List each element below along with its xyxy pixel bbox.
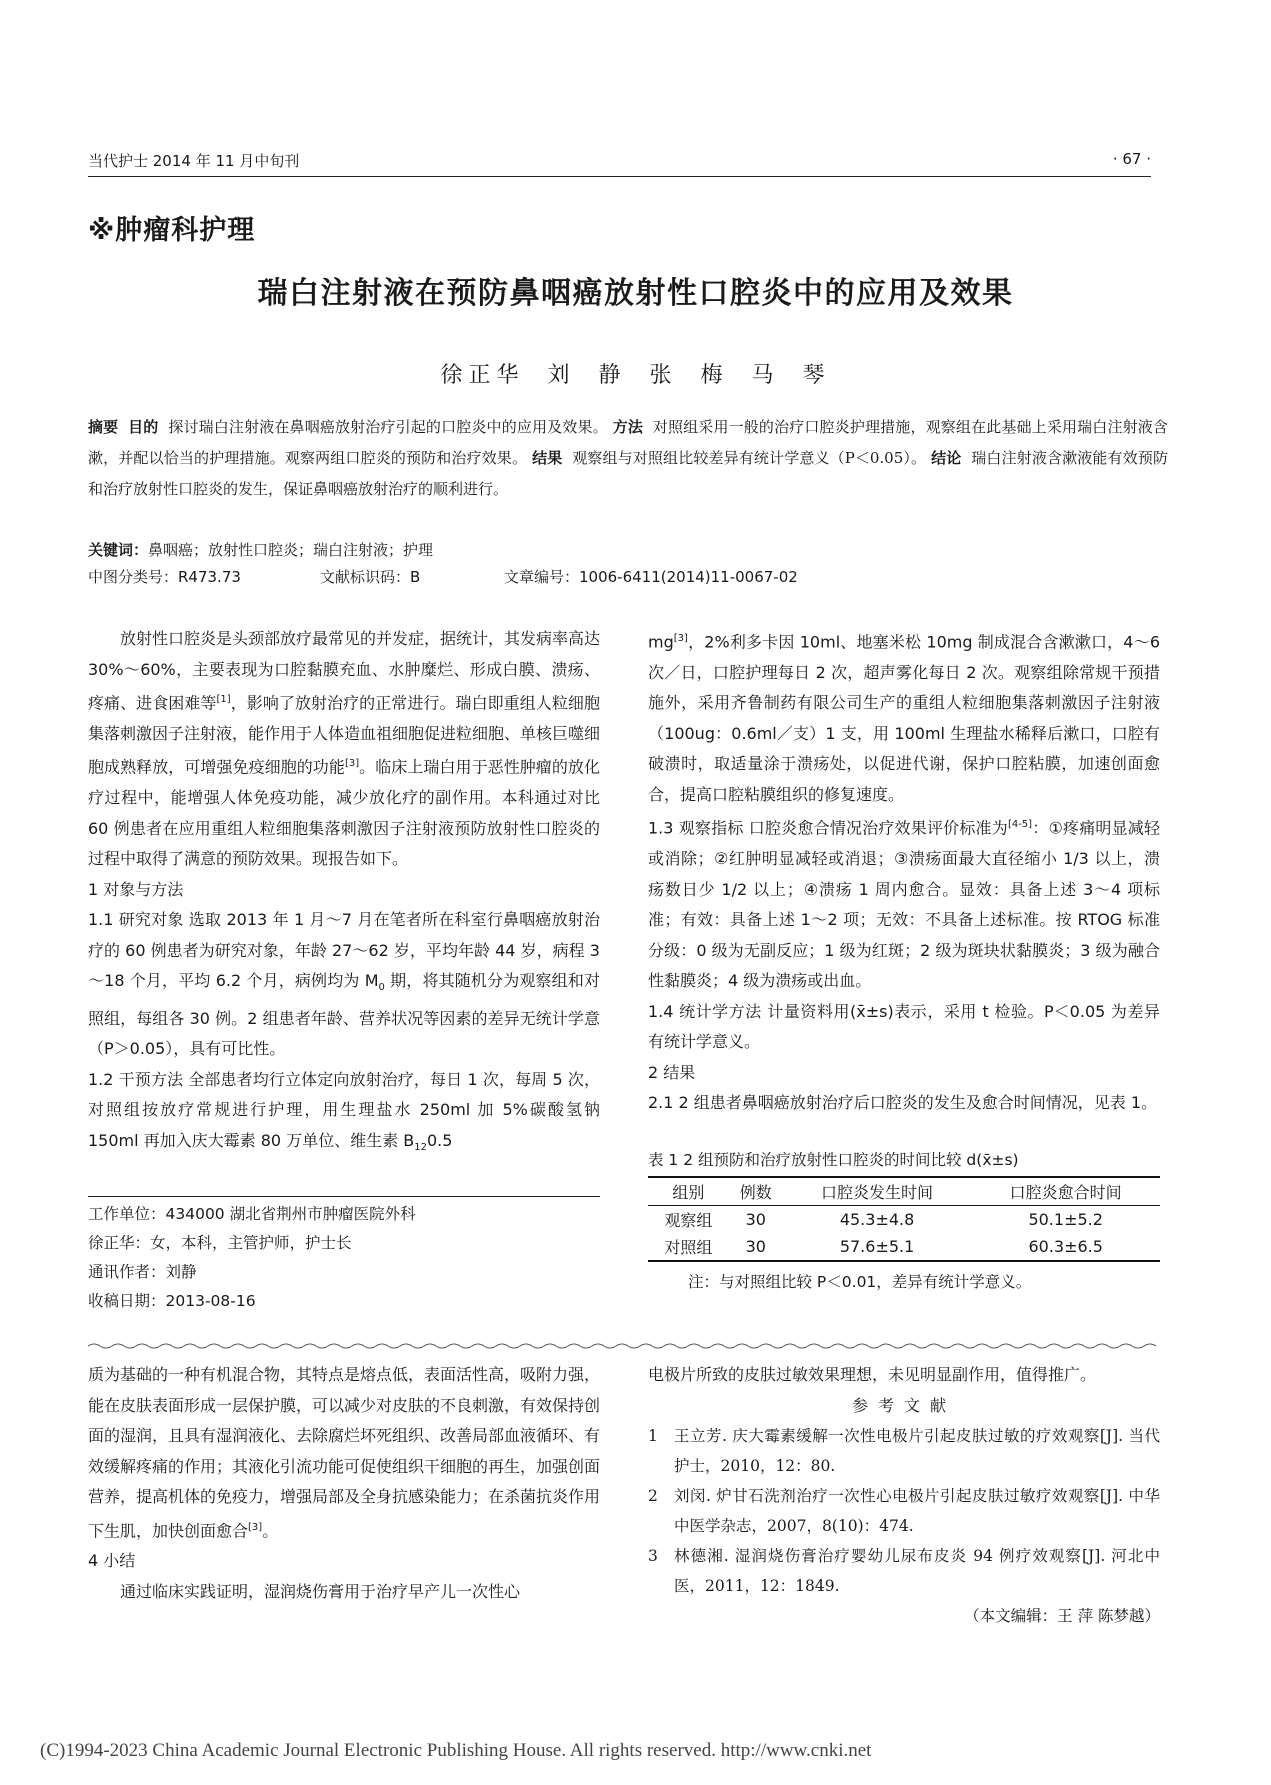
keywords-value: 鼻咽癌；放射性口腔炎；瑞白注射液；护理: [148, 541, 434, 559]
clc-number: 中图分类号：R473.73: [88, 568, 241, 586]
document-code: 文献标识码：B: [320, 568, 421, 586]
table-row: [648, 1206, 1160, 1234]
abstract-objective: 探讨瑞白注射液在鼻咽癌放射治疗引起的口腔炎中的应用及效果。: [168, 418, 608, 436]
abstract: [88, 412, 1168, 505]
abstract-results-label: 结果: [532, 449, 563, 467]
footnote: [88, 1200, 600, 1316]
table-cell: 50.1±5.2: [1028, 1210, 1103, 1229]
footnote-unit: 工作单位：434000 湖北省荆州市肿瘤医院外科: [88, 1205, 416, 1223]
left-column-top: [88, 624, 600, 1164]
keywords-label: 关键词：: [88, 541, 149, 559]
table-note: 注：与对照组比较 P＜0.01，差异有统计学意义。: [688, 1273, 1032, 1291]
keywords: [88, 536, 433, 564]
copyright-notice: (C)1994-2023 China Academic Journal Electronic Publishing House. All rights reserved. http://www.cnki.net: [40, 1740, 872, 1761]
table-header-cell: 口腔炎发生时间: [821, 1183, 934, 1202]
section-2-heading: 2 结果: [648, 1062, 696, 1082]
abstract-label: 摘要: [88, 418, 119, 436]
right-column-top: [648, 624, 1160, 1119]
section-1-1: 1.1 研究对象 选取 2013 年 1 月～7 月在笔者所在科室行鼻咽癌放射治疗的 60 例患者为研究对象，年龄 27～62 岁，平均年龄 44 岁，病程 3～18 个月，平均 6.2 个月，病例均为 $M_0$ 期，将其随机分为观察组和对照组，每组各 30 例。2 组患者年龄、营养状况等因素的差异无统计学意（P＞0.05），具有可比性。: [88, 910, 600, 1059]
references-heading: 参考文献: [851, 1395, 956, 1415]
table-cell: 30: [745, 1210, 766, 1229]
summary-continued: 电极片所致的皮肤过敏效果理想，未见明显副作用，值得推广。: [648, 1365, 1097, 1384]
right-column-bottom: [648, 1360, 1160, 1632]
article-title: 瑞白注射液在预防鼻咽癌放射性口腔炎中的应用及效果: [257, 276, 1014, 311]
table-cell: 45.3±4.8: [839, 1210, 915, 1229]
results-table: [648, 1176, 1160, 1262]
section-1-2: 1.2 干预方法 全部患者均行立体定向放射治疗，每日 1 次，每周 5 次，对照组按放疗常规进行护理，用生理盐水 250ml 加 5%碳酸氢钠 150ml 再加入庆大霉素 80 万单位、维生素 $B_{12}0.5$: [88, 1069, 600, 1154]
table-header-cell: 例数: [739, 1183, 772, 1202]
authors: 徐正华 刘 静 张 梅 马 琴: [440, 363, 831, 388]
abstract-conclusion-label: 结论: [931, 449, 962, 467]
section-1-3: 1.3 观察指标 口腔炎愈合情况治疗效果评价标准为[4-5]：①疼痛明显减轻或消除；②红肿明显减轻或消退；③溃疡面最大直径缩小 1/3 以上，溃疡数日少 1/2 以上；④溃疡 1 周内愈合。显效：具备上述 3～4 项标准；有效：具备上述 1～2 项；无效：不具备上述标准。按 RTOG 标准分级：0 级为无副反应；1 级为红斑；2 级为斑块状黏膜炎；3 级为融合性黏膜炎；4 级为溃疡或出血。: [648, 818, 1160, 991]
table-cell: 30: [745, 1237, 766, 1256]
reference-item: 2 刘闵. 炉甘石洗剂治疗一次性心电极片引起皮肤过敏疗效观察[J]. 中华中医学杂志，2007，8(10)：474.: [648, 1487, 1160, 1535]
abstract-methods: 对照组采用一般的治疗口腔炎护理措施，观察组在此基础上采用瑞白注射液含漱，并配以恰当的护理措施。观察两组口腔炎的预防和治疗效果。: [88, 418, 1168, 467]
abstract-results: 观察组与对照组比较差异有统计学意义（P＜0.05）。: [572, 449, 927, 467]
footnote-corresponding: 通讯作者：刘静: [88, 1263, 197, 1281]
section-2-1: 2.1 2 组患者鼻咽癌放射治疗后口腔炎的发生及愈合时间情况，见表 1。: [648, 1093, 1158, 1113]
table-header-row: [648, 1177, 1160, 1206]
page-number: · 67 ·: [1112, 150, 1151, 168]
intervention-continued: mg[3]，2%利多卡因 10ml、地塞米松 10mg 制成混合含漱漱口，4～6 次／日，口腔护理每日 2 次，超声雾化每日 2 次。观察组除常规干预措施外，采用齐鲁制药有限公司生产的重组人粒细胞集落刺激因子注射液（100ug：0.6ml／支）1 支，用 100ml 生理盐水稀释后漱口，口腔有破溃时，取适量涂于溃疡处，以促进代谢，保护口腔粘膜，加速创面愈合，提高口腔粘膜组织的修复速度。: [648, 632, 1160, 804]
abstract-conclusion: 瑞白注射液含漱液能有效预防和治疗放射性口腔炎的发生，保证鼻咽癌放射治疗的顺利进行。: [88, 449, 1168, 498]
running-header: [88, 148, 1151, 177]
summary-paragraph: 通过临床实践证明，湿润烧伤膏用于治疗早产儿一次性心: [120, 1581, 521, 1601]
table-header-cell: 口腔炎愈合时间: [1009, 1183, 1122, 1202]
left-column-bottom: [88, 1360, 600, 1607]
article-number: 文章编号：1006-6411(2014)11-0067-02: [504, 568, 798, 586]
footnote-author: 徐正华：女，本科，主管护师，护士长: [88, 1234, 352, 1252]
table-cell: 57.6±5.1: [839, 1237, 915, 1256]
table-cell: 对照组: [664, 1238, 713, 1257]
reference-item: 1 王立芳. 庆大霉素缓解一次性电极片引起皮肤过敏的疗效观察[J]. 当代护士，2010，12：80.: [648, 1427, 1160, 1475]
footnote-rule: [88, 1196, 600, 1197]
column-title: ※肿瘤科护理: [88, 215, 256, 246]
section-4-heading: 4 小结: [88, 1551, 136, 1571]
table-caption: 表 1 2 组预防和治疗放射性口腔炎的时间比较 d(x̄±s): [648, 1151, 1019, 1169]
section-divider: [88, 1342, 1160, 1350]
continued-paragraph: 质为基础的一种有机混合物，其特点是熔点低，表面活性高，吸附力强，能在皮肤表面形成一层保护膜，可以减少对皮肤的不良刺激，有效保持创面的湿润，且具有湿润液化、去除腐烂坏死组织、改善局部血液循环、有效缓解疼痛的作用；其液化引流功能可促使组织干细胞的再生，加强创面营养，提高机体的免疫力，增强局部及全身抗感染能力；在杀菌抗炎作用下生肌，加快创面愈合[3]。: [88, 1365, 601, 1540]
abstract-methods-label: 方法: [612, 418, 643, 436]
reference-item: 3 林德湘. 湿润烧伤膏治疗婴幼儿尿布皮炎 94 例疗效观察[J]. 河北中医，2011，12：1849.: [648, 1547, 1160, 1595]
table-header-cell: 组别: [672, 1183, 705, 1202]
table-row: [648, 1233, 1160, 1261]
section-1-4: 1.4 统计学方法 计量资料用(x̄±s)表示，采用 t 检验。P＜0.05 为差异有统计学意义。: [648, 1001, 1160, 1052]
abstract-objective-label: 目的: [128, 418, 159, 436]
editor-credit: （本文编辑：王 萍 陈梦越）: [964, 1607, 1160, 1625]
table-1: [648, 1148, 1160, 1292]
section-1-heading: 1 对象与方法: [88, 879, 184, 899]
table-cell: 60.3±6.5: [1028, 1237, 1103, 1256]
journal-name: 当代护士 2014 年 11 月中旬刊: [88, 152, 300, 170]
table-cell: 观察组: [664, 1211, 713, 1230]
footnote-received: 收稿日期：2013-08-16: [88, 1292, 256, 1310]
intro-paragraph: 放射性口腔炎是头颈部放疗最常见的并发症，据统计，其发病率高达 30%～60%，主要表现为口腔黏膜充血、水肿糜烂、形成白膜、溃疡、疼痛、进食困难等[1]，影响了放射治疗的正常进行。瑞白即重组人粒细胞集落刺激因子注射液，能作用于人体造血祖细胞促进粒细胞、单核巨噬细胞成熟释放，可增强免疫细胞的功能[3]。临床上瑞白用于恶性肿瘤的放化疗过程中，能增强人体免疫功能，减少放化疗的副作用。本科通过对比 60 例患者在应用重组人粒细胞集落刺激因子注射液预防放射性口腔炎的过程中取得了满意的预防效果。现报告如下。: [88, 629, 601, 869]
